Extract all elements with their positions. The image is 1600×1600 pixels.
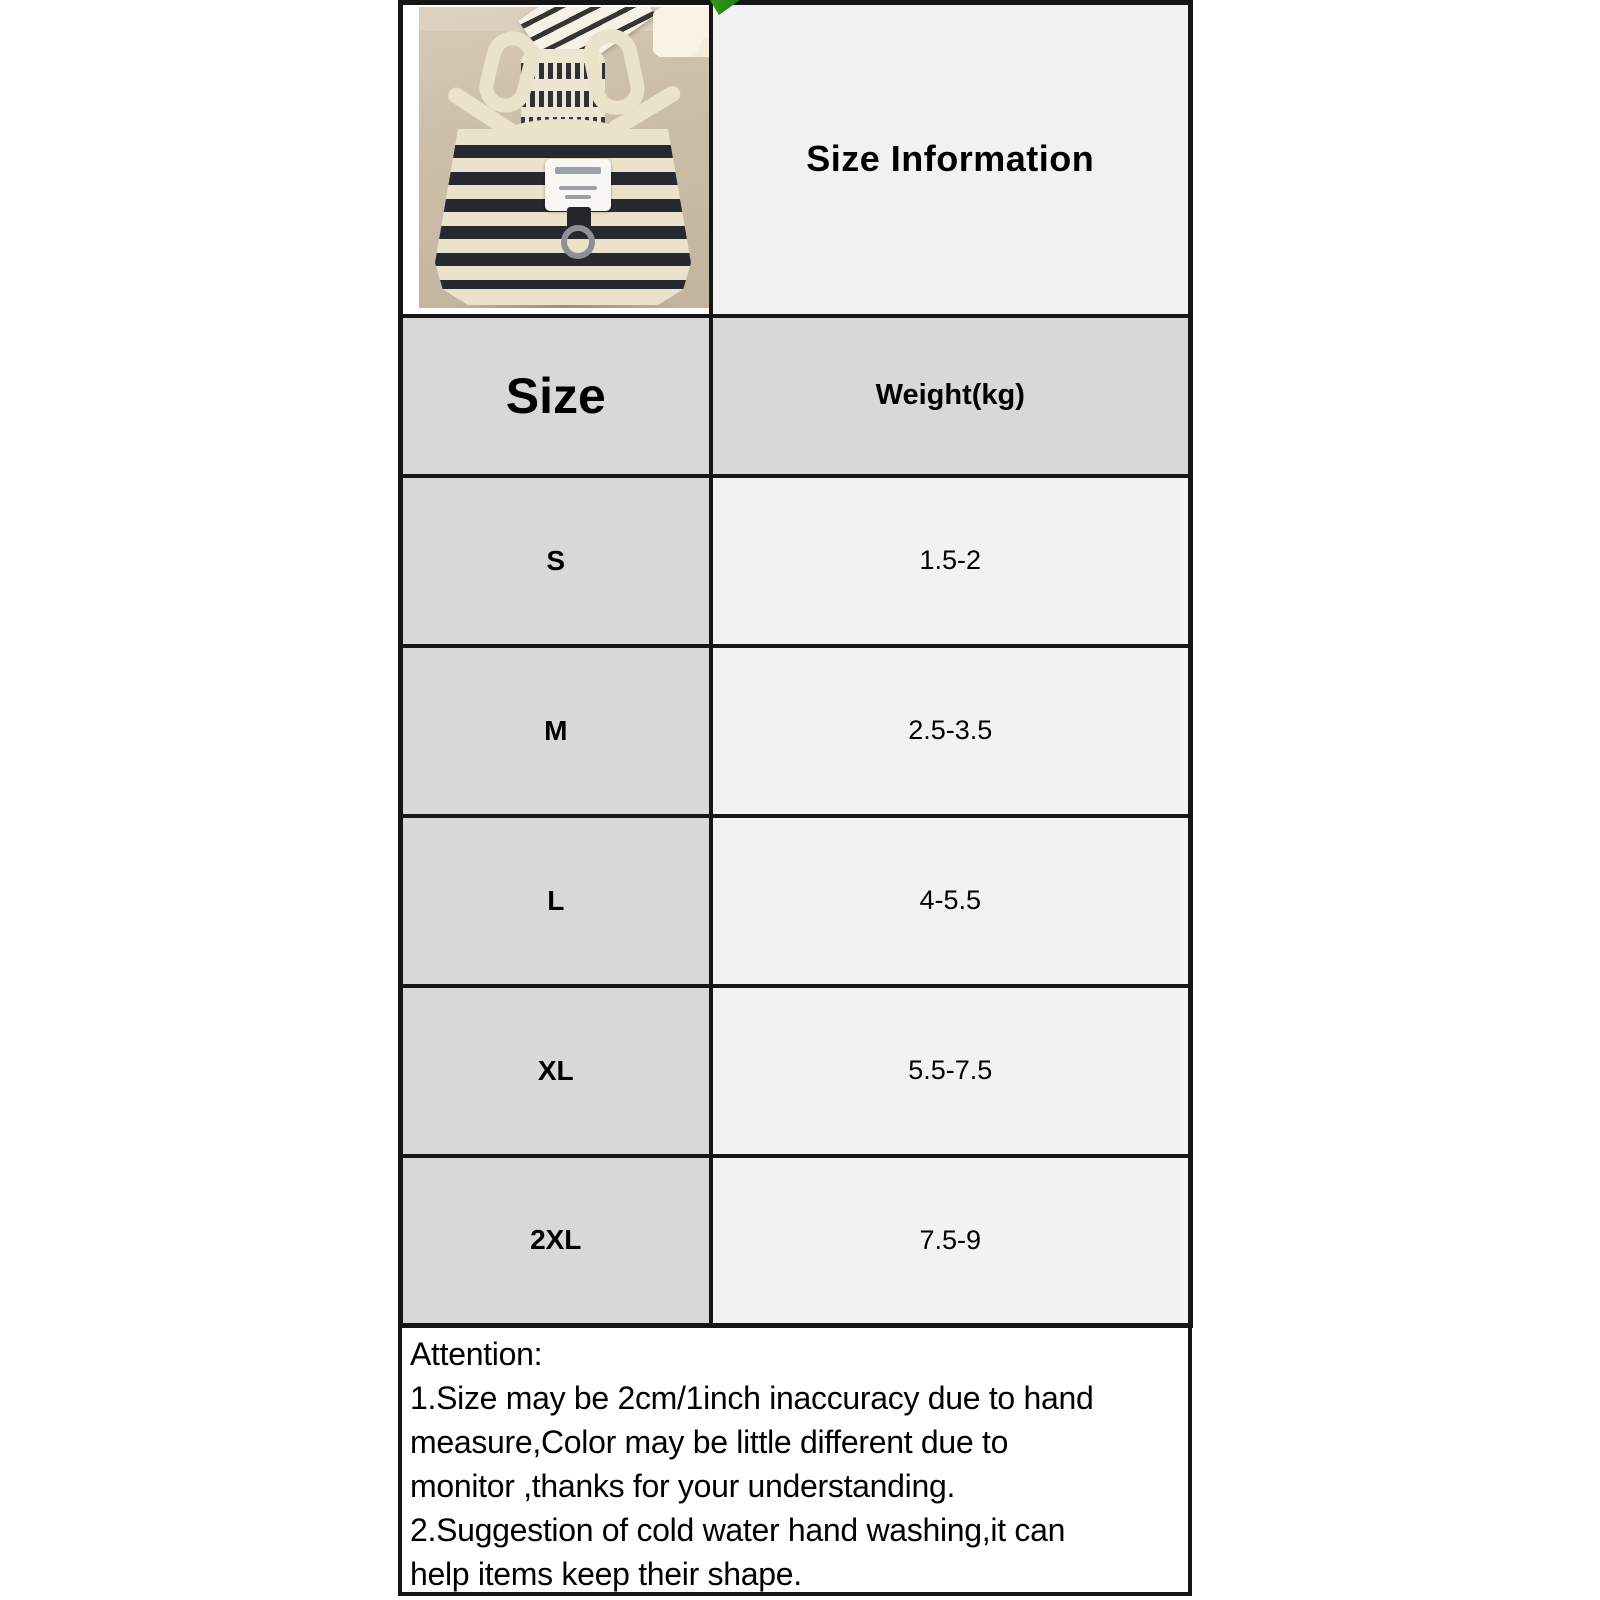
size-value: 2XL	[401, 1156, 711, 1326]
column-header-size: Size	[401, 316, 711, 476]
attention-line: 1.Size may be 2cm/1inch inaccuracy due to hand	[410, 1380, 1094, 1416]
d-ring-icon	[561, 225, 595, 259]
attention-note	[398, 1324, 1192, 1596]
size-chart-content	[398, 0, 1192, 1596]
title-cell	[711, 3, 1191, 316]
attention-line: help items keep their shape.	[410, 1556, 802, 1592]
product-photo-cell	[401, 3, 711, 316]
weight-value: 2.5-3.5	[711, 646, 1191, 816]
table-row	[401, 1156, 1191, 1326]
size-table	[398, 0, 1193, 1328]
size-value: L	[401, 816, 711, 986]
table-row	[401, 646, 1191, 816]
vest-label	[545, 159, 611, 211]
weight-value: 4-5.5	[711, 816, 1191, 986]
vest-body	[435, 129, 691, 305]
attention-line: monitor ,thanks for your understanding.	[410, 1468, 956, 1504]
flower-icon	[653, 7, 709, 57]
column-header-weight: Weight(kg)	[711, 316, 1191, 476]
attention-line: 2.Suggestion of cold water hand washing,it can	[410, 1512, 1066, 1548]
striped-pet-vest-photo	[419, 7, 709, 308]
page-title: Size Information	[806, 138, 1095, 180]
attention-line: measure,Color may be little different due to	[410, 1424, 1009, 1460]
weight-value: 7.5-9	[711, 1156, 1191, 1326]
size-value: M	[401, 646, 711, 816]
table-row	[401, 816, 1191, 986]
size-value: XL	[401, 986, 711, 1156]
table-column-header-row	[401, 316, 1191, 476]
table-row-header-image	[401, 3, 1191, 316]
vest-neck-trim	[507, 119, 621, 145]
table-row	[401, 476, 1191, 646]
attention-line: Attention:	[410, 1336, 543, 1372]
size-value: S	[401, 476, 711, 646]
table-row	[401, 986, 1191, 1156]
weight-value: 5.5-7.5	[711, 986, 1191, 1156]
weight-value: 1.5-2	[711, 476, 1191, 646]
